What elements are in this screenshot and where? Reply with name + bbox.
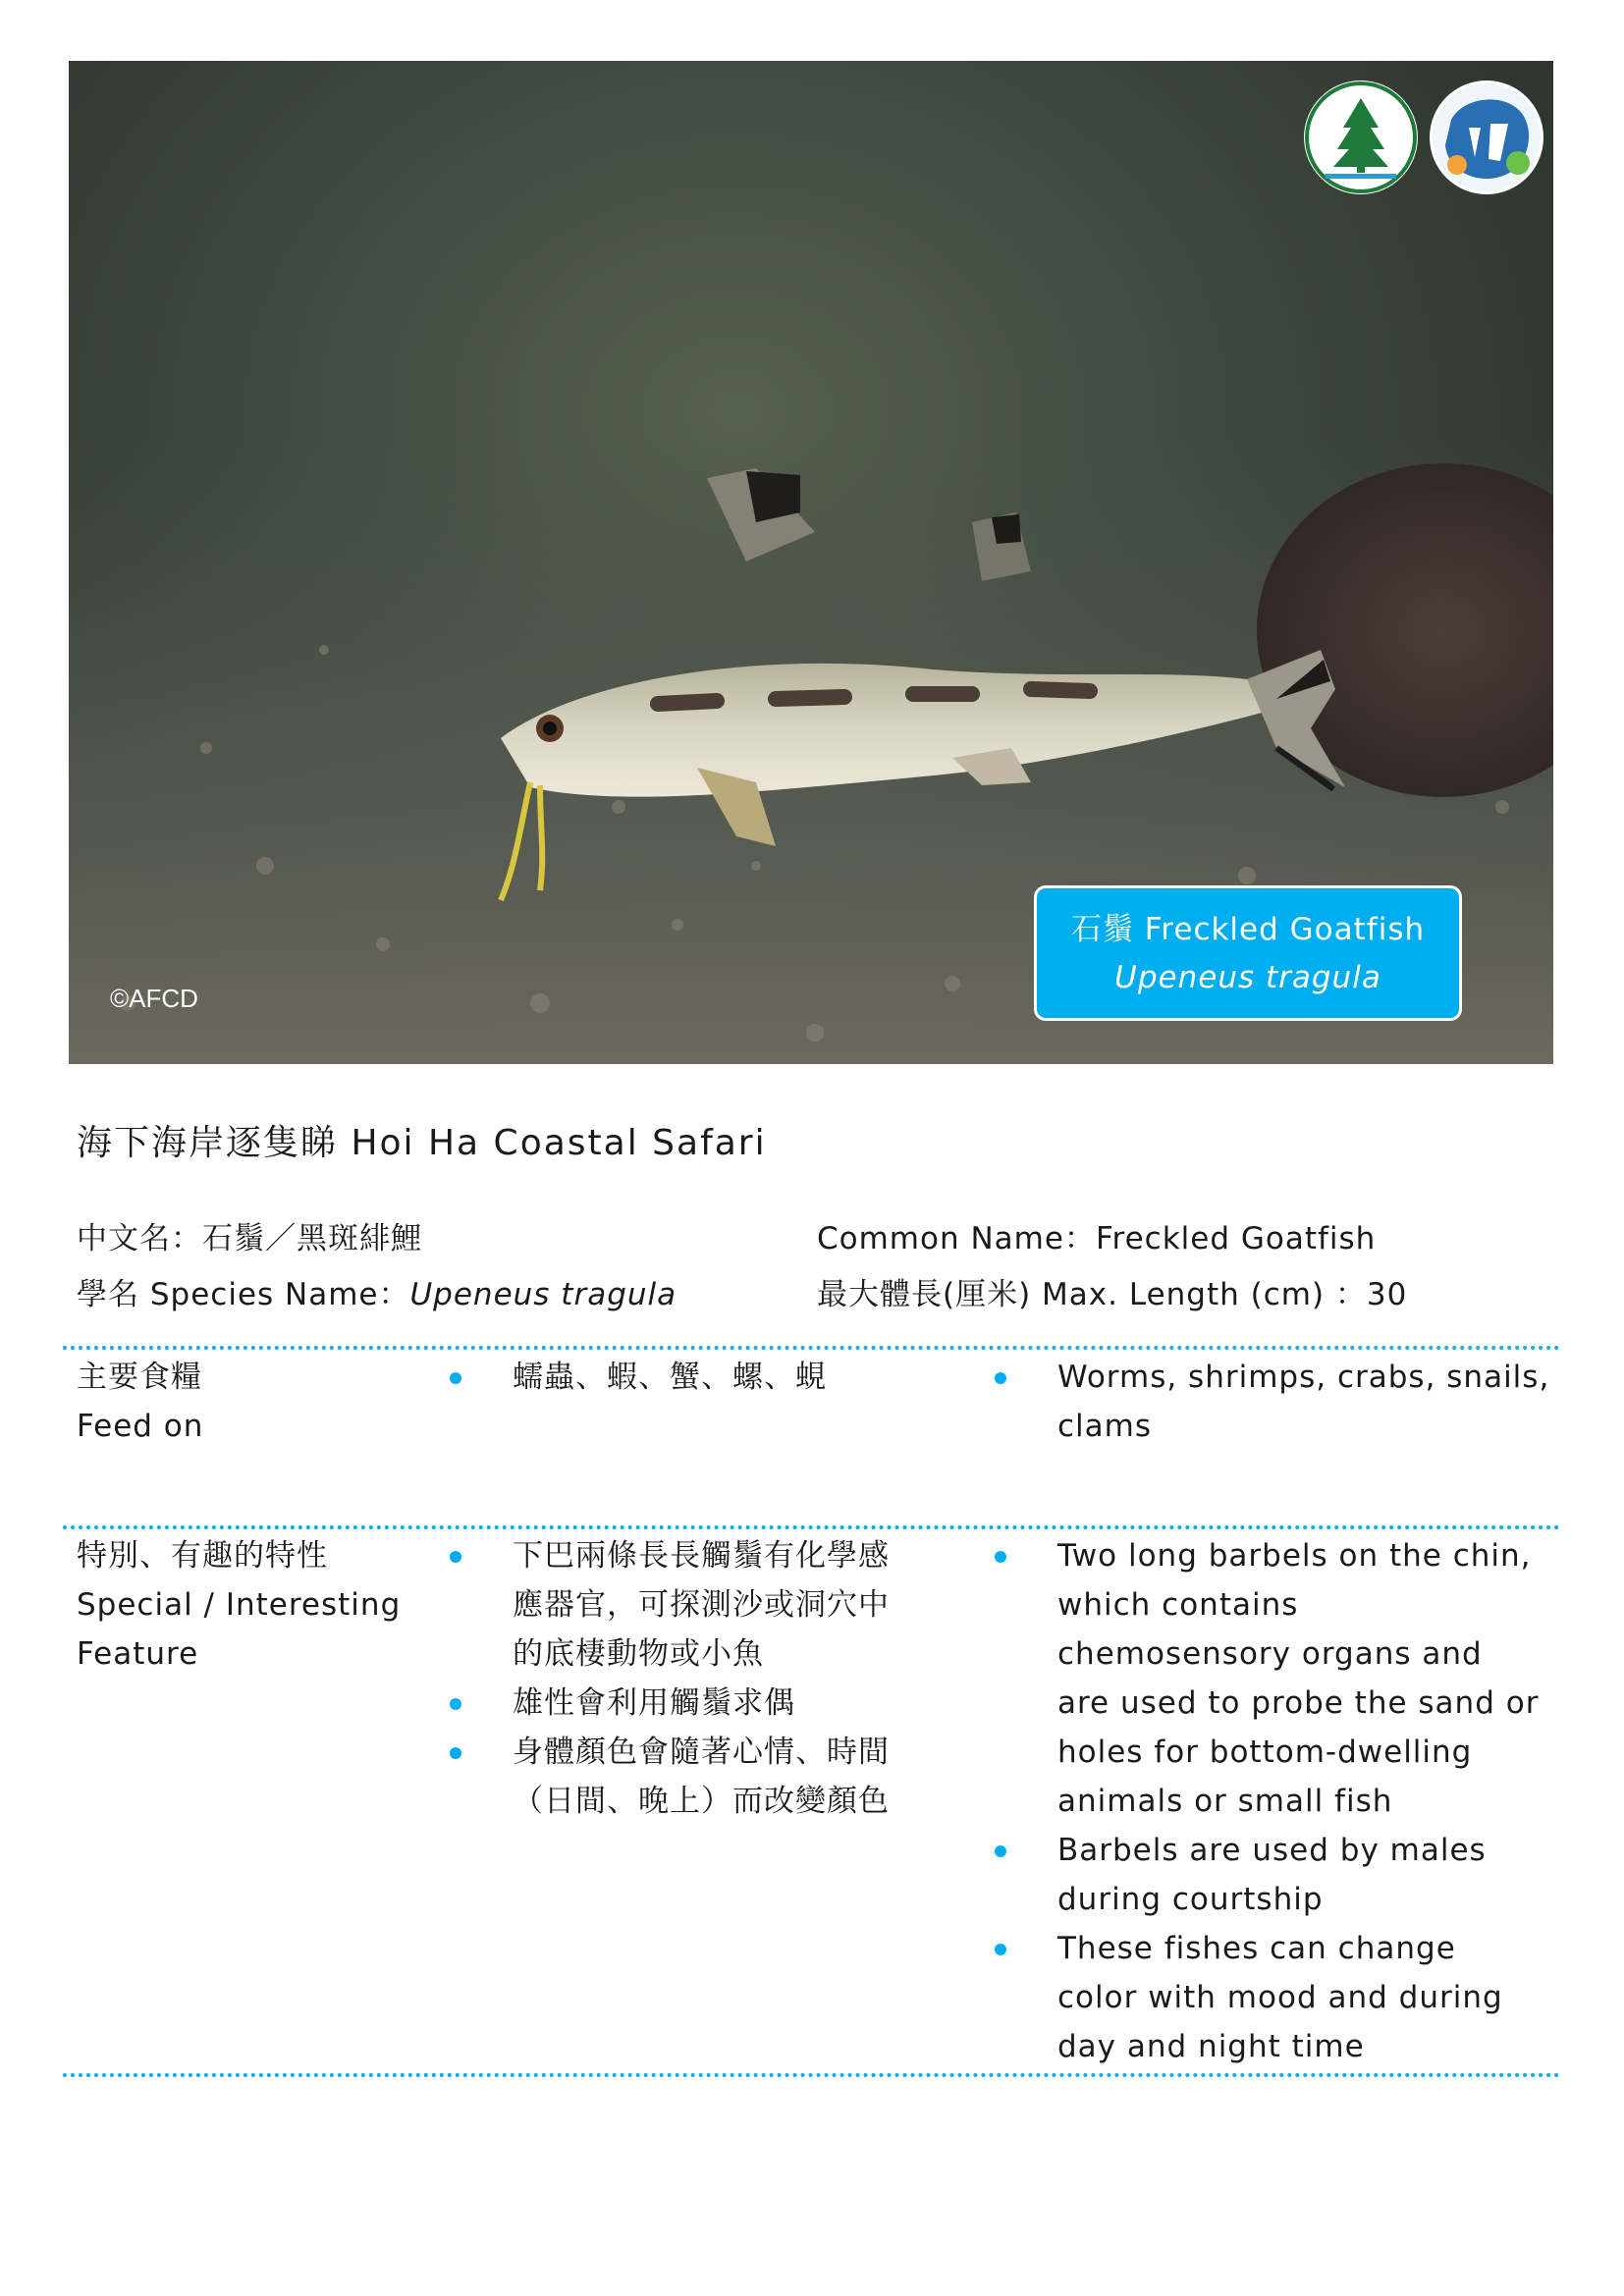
chinese-name-row: [77, 1213, 422, 1257]
feed-on-label: [77, 1353, 203, 1451]
feature-en-line: color with mood and during: [1057, 1980, 1503, 2015]
nameplate-scientific-name: Upeneus tragula: [1114, 960, 1381, 995]
feature-label-zh: 特別、有趣的特性: [77, 1538, 328, 1574]
bullet-icon: [995, 1551, 1006, 1563]
feature-zh-line: （日間、晚上）而改變顏色: [513, 1784, 890, 1819]
feed-on-zh-item: 蠕蟲、蝦、蟹、螺、蜆: [513, 1360, 827, 1395]
feed-on-label-zh: 主要食糧: [77, 1360, 202, 1395]
species-photo: [69, 61, 1553, 1064]
feed-on-en-list: [1057, 1353, 1549, 1451]
feature-zh-line: 身體顏色會隨著心情、時間: [513, 1735, 890, 1770]
feature-zh-line: 雄性會利用觸鬚求偶: [513, 1685, 795, 1721]
bullet-icon: [995, 1845, 1006, 1857]
max-length-value: 30: [1366, 1277, 1408, 1312]
feature-label-en-2: Feature: [77, 1636, 199, 1672]
feature-en-line: during courtship: [1057, 1882, 1324, 1917]
chinese-name-label: 中文名：: [77, 1221, 202, 1256]
section-divider: [63, 1346, 1560, 1350]
common-name-value: Freckled Goatfish: [1095, 1221, 1377, 1256]
bullet-icon: [450, 1372, 461, 1384]
bullet-icon: [450, 1747, 461, 1759]
feature-en-line: These fishes can change: [1057, 1931, 1456, 1966]
section-divider: [63, 1525, 1560, 1529]
common-name-label: Common Name：: [817, 1221, 1096, 1256]
bullet-icon: [450, 1551, 461, 1563]
feature-en-line: holes for bottom-dwelling: [1057, 1735, 1473, 1770]
max-length-label: 最大體長(厘米) Max. Length (cm) ：: [817, 1277, 1367, 1312]
nameplate-common-name: 石鬚 Freckled Goatfish: [1070, 912, 1426, 947]
feed-on-zh-list: [513, 1353, 827, 1402]
max-length-row: [817, 1269, 1407, 1313]
species-name-value: Upeneus tragula: [409, 1277, 677, 1312]
bullet-icon: [995, 1944, 1006, 1955]
feature-en-line: chemosensory organs and: [1057, 1636, 1483, 1672]
feature-en-line: day and night time: [1057, 2029, 1365, 2064]
bullet-icon: [995, 1372, 1006, 1384]
feature-zh-line: 下巴兩條長長觸鬚有化學感: [513, 1538, 890, 1574]
chinese-name-value: 石鬚／黑斑緋鯉: [202, 1221, 422, 1256]
section-divider: [63, 2073, 1560, 2077]
photo-copyright: ©AFCD: [110, 984, 198, 1013]
common-name-row: [817, 1213, 1376, 1257]
feature-zh-line: 的底棲動物或小魚: [513, 1636, 764, 1672]
feed-on-label-en: Feed on: [77, 1409, 204, 1444]
species-nameplate: [1034, 885, 1462, 1021]
feature-zh-list: [513, 1531, 890, 1826]
feature-en-line: are used to probe the sand or: [1057, 1685, 1540, 1721]
feature-en-line: Barbels are used by males: [1057, 1833, 1487, 1868]
afcd-tree-logo-icon: [1304, 80, 1418, 194]
feature-label: [77, 1531, 401, 1679]
feature-en-line: which contains: [1057, 1587, 1299, 1623]
species-name-label: 學名 Species Name：: [77, 1277, 410, 1312]
bullet-icon: [450, 1698, 461, 1710]
sea-character-logo-icon: [1430, 80, 1543, 194]
feature-label-en-1: Special / Interesting: [77, 1587, 402, 1623]
feed-on-en-line: Worms, shrimps, crabs, snails,: [1057, 1360, 1550, 1395]
feed-on-en-line: clams: [1057, 1409, 1153, 1444]
feature-en-list: [1057, 1531, 1539, 2071]
species-name-row: [77, 1269, 677, 1313]
feature-en-line: animals or small fish: [1057, 1784, 1393, 1819]
feature-en-line: Two long barbels on the chin,: [1057, 1538, 1532, 1574]
feature-zh-line: 應器官，可探測沙或洞穴中: [513, 1587, 890, 1623]
logo-group: [1304, 80, 1543, 194]
page-title: 海下海岸逐隻睇 Hoi Ha Coastal Safari: [77, 1123, 767, 1163]
